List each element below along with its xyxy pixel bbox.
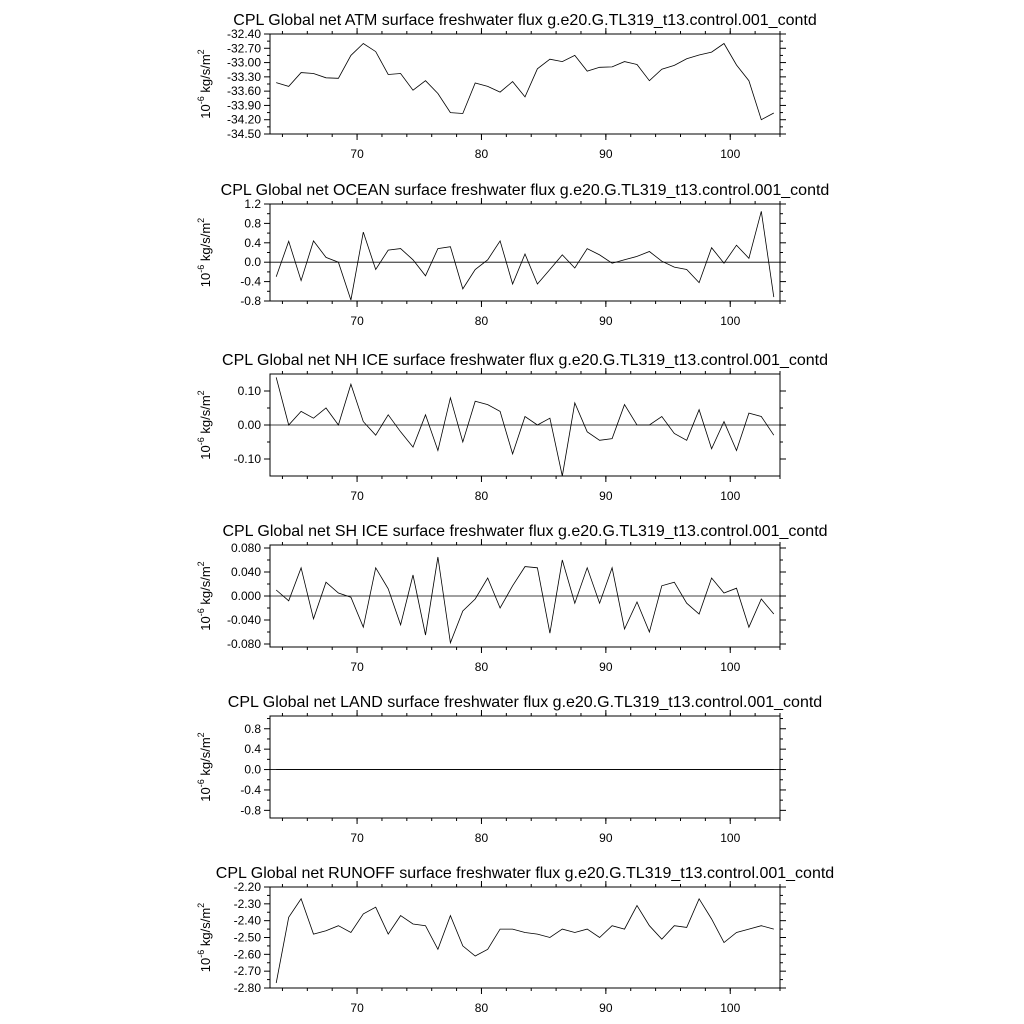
y-tick-label: 0.000 — [230, 589, 261, 603]
y-label-unit: kg/s/m — [198, 737, 213, 780]
y-tick-label: 0.8 — [244, 721, 261, 736]
x-tick-label: 90 — [599, 314, 613, 328]
y-label-unit-exponent: 2 — [196, 390, 206, 396]
y-label-unit-exponent: 2 — [196, 732, 206, 738]
chart-title: CPL Global net ATM surface freshwater flux g.e20.G.TL319_t13.control.001_contd — [233, 12, 817, 29]
series-line — [276, 557, 774, 643]
y-axis-label — [196, 49, 213, 118]
y-tick-label: 1.2 — [244, 197, 261, 211]
y-label-unit-exponent: 2 — [196, 561, 206, 567]
chart-panel-4 — [196, 523, 828, 674]
y-tick-label: -0.8 — [240, 803, 261, 818]
series-line — [276, 377, 774, 476]
y-label-exponent: -6 — [196, 779, 206, 788]
y-label-unit-exponent: 2 — [196, 49, 206, 55]
y-axis-label — [196, 903, 213, 972]
chart-title: CPL Global net RUNOFF surface freshwater flux g.e20.G.TL319_t13.control.001_contd — [215, 865, 835, 882]
x-tick-label: 100 — [720, 1001, 741, 1015]
y-tick-label: -32.40 — [226, 27, 261, 41]
y-tick-label: -2.40 — [233, 913, 261, 928]
y-label-unit: kg/s/m — [198, 54, 213, 97]
y-label-unit-exponent: 2 — [196, 217, 206, 223]
x-tick-label: 100 — [720, 314, 741, 328]
y-label-unit: kg/s/m — [198, 566, 213, 609]
y-tick-label: -34.20 — [226, 112, 261, 127]
y-label-base: 10 — [198, 616, 213, 631]
x-tick-label: 70 — [350, 314, 364, 328]
chart-panel-1 — [196, 12, 817, 161]
series-line — [276, 211, 774, 300]
x-tick-label: 100 — [720, 831, 741, 845]
y-axis-label — [196, 390, 213, 459]
y-label-unit-exponent: 2 — [196, 902, 206, 908]
y-tick-label: 0.0 — [244, 762, 261, 777]
y-label-exponent: -6 — [196, 437, 206, 446]
x-tick-label: 80 — [474, 489, 489, 503]
y-label-base: 10 — [198, 787, 213, 802]
y-label-unit: kg/s/m — [198, 222, 213, 265]
plot-frame — [270, 887, 780, 988]
y-label-base: 10 — [198, 272, 213, 288]
y-tick-label: 0.080 — [230, 541, 261, 555]
plot-frame — [270, 34, 780, 134]
x-tick-label: 90 — [599, 1001, 613, 1015]
y-tick-label: -0.4 — [240, 782, 261, 797]
y-tick-label: -2.70 — [233, 964, 261, 979]
y-tick-label: -2.50 — [233, 930, 261, 945]
y-label-exponent: -6 — [196, 264, 206, 273]
chart-title: CPL Global net SH ICE surface freshwater flux g.e20.G.TL319_t13.control.001_contd — [222, 523, 828, 540]
y-tick-label: 0.0 — [244, 255, 261, 270]
y-label-unit: kg/s/m — [198, 395, 213, 438]
chart-panel-5 — [196, 694, 822, 845]
x-tick-label: 80 — [474, 147, 489, 161]
y-tick-label: -0.4 — [240, 274, 261, 289]
y-tick-label: -0.10 — [233, 452, 261, 466]
x-tick-label: 70 — [350, 489, 364, 503]
y-label-base: 10 — [198, 957, 213, 973]
x-tick-label: 90 — [599, 660, 613, 674]
x-tick-label: 70 — [350, 147, 364, 161]
y-tick-label: 0.8 — [244, 216, 261, 231]
chart-title: CPL Global net LAND surface freshwater flux g.e20.G.TL319_t13.control.001_contd — [227, 694, 823, 711]
plot-frame — [270, 716, 780, 818]
y-tick-label: -33.60 — [226, 84, 261, 99]
y-tick-label: -32.70 — [226, 41, 261, 56]
chart-title: CPL Global net OCEAN surface freshwater flux g.e20.G.TL319_t13.control.001_contd — [220, 182, 830, 199]
x-tick-label: 90 — [599, 489, 613, 503]
y-tick-label: -2.60 — [233, 947, 261, 962]
y-tick-label: 0.4 — [244, 742, 261, 757]
y-tick-label: -34.50 — [226, 127, 261, 141]
y-label-exponent: -6 — [196, 949, 206, 958]
y-tick-label: -0.080 — [226, 637, 261, 651]
y-axis-label — [196, 732, 213, 801]
x-tick-label: 80 — [474, 660, 489, 674]
y-label-exponent: -6 — [196, 608, 206, 617]
x-tick-label: 100 — [720, 147, 741, 161]
x-tick-label: 80 — [474, 831, 489, 845]
x-tick-label: 100 — [720, 489, 741, 503]
y-tick-label: 0.10 — [237, 384, 261, 398]
y-tick-label: -0.8 — [240, 294, 261, 308]
y-axis-label — [196, 218, 213, 287]
y-tick-label: -2.30 — [233, 896, 261, 911]
chart-panel-3 — [196, 352, 828, 503]
y-tick-label: 0.00 — [237, 418, 261, 432]
y-tick-label: -2.20 — [233, 880, 261, 894]
chart-panel-2 — [196, 182, 829, 328]
x-tick-label: 90 — [599, 831, 613, 845]
chart-panel-6 — [196, 865, 834, 1015]
y-tick-label: -33.30 — [226, 69, 261, 84]
x-tick-label: 90 — [599, 147, 613, 161]
y-label-base: 10 — [198, 104, 213, 119]
y-label-unit: kg/s/m — [198, 907, 213, 950]
y-axis-label — [196, 561, 213, 630]
y-tick-label: 0.4 — [244, 235, 261, 250]
y-tick-label: 0.040 — [230, 565, 261, 579]
series-line — [276, 44, 774, 120]
y-tick-label: -33.90 — [226, 98, 261, 113]
chart-title: CPL Global net NH ICE surface freshwater flux g.e20.G.TL319_t13.control.001_contd — [222, 352, 828, 369]
x-tick-label: 80 — [474, 314, 489, 328]
x-tick-label: 70 — [350, 1001, 364, 1015]
y-label-base: 10 — [198, 445, 213, 460]
x-tick-label: 80 — [474, 1001, 489, 1015]
x-tick-label: 70 — [350, 660, 364, 674]
x-tick-label: 70 — [350, 831, 364, 845]
series-line — [276, 899, 774, 983]
y-tick-label: -33.00 — [226, 55, 261, 70]
y-tick-label: -0.040 — [226, 613, 261, 627]
x-tick-label: 100 — [720, 660, 741, 674]
y-label-exponent: -6 — [196, 96, 206, 105]
y-tick-label: -2.80 — [233, 981, 261, 995]
